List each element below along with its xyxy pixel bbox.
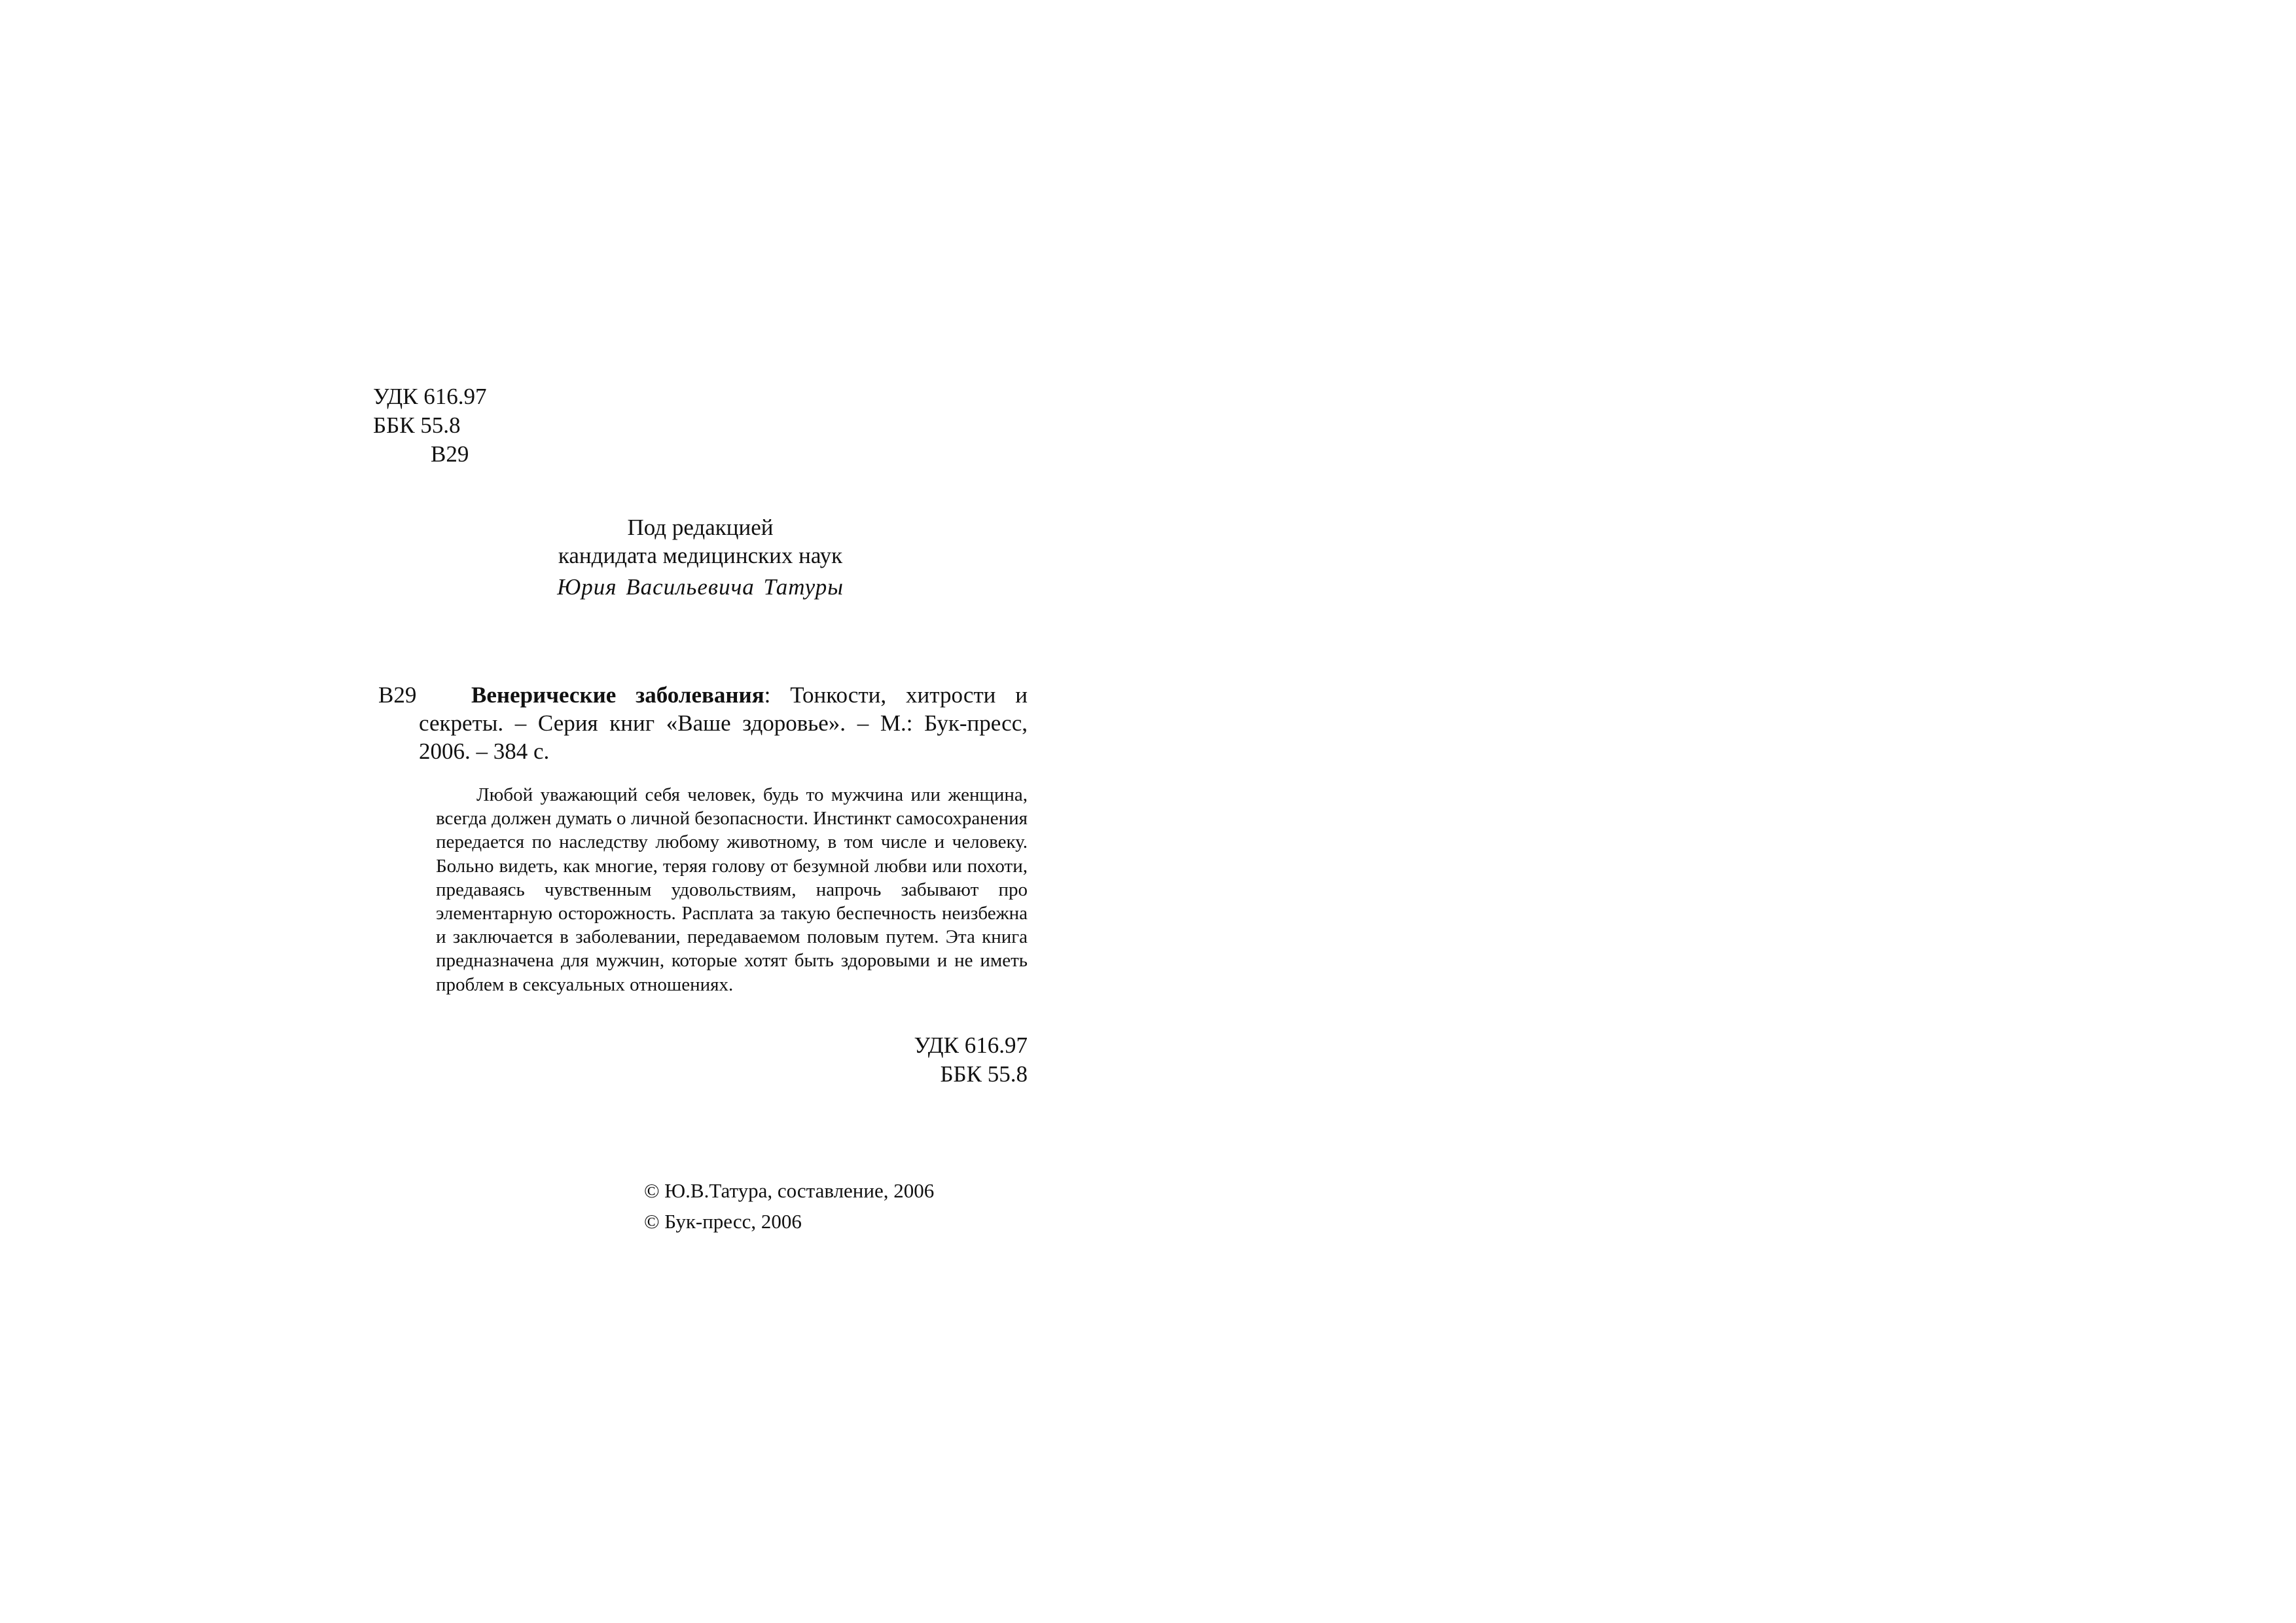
- editor-name: Юрия Васильевича Татуры: [557, 574, 844, 600]
- bbk-code-bottom: ББК 55.8: [940, 1061, 1028, 1087]
- classification-codes-top: [373, 382, 486, 469]
- bibliography-code: В29: [378, 682, 417, 708]
- abstract-paragraph: Любой уважающий себя человек, будь то мужчина или женщина, всегда должен думать о личной безопасности. Инстинкт самосохранения передается по наследству любому животному, в том числе и человеку. Больно видеть, как многие, теряя голову от безумной любви или похоти, предаваясь чувственным удовольствиям, напрочь забывают про элементарную осторожность. Расплата за такую беспечность неизбежна и заключается в заболевании, передаваемом половым путем. Эта книга предназначена для мужчин, которые хотят быть здоровыми и не иметь проблем в сексуальных отношениях.: [436, 784, 1028, 995]
- editor-line-1: Под редакцией: [627, 515, 774, 540]
- classification-codes-bottom: [812, 1031, 1028, 1089]
- editor-credit: [458, 513, 942, 601]
- copyright-block: [644, 1175, 934, 1237]
- copyright-publisher: © Бук-пресс, 2006: [644, 1210, 802, 1233]
- bbk-code: ББК 55.8: [373, 412, 461, 438]
- bibliography-details: : Тонкости, хитрости и секреты. – Серия книг «Ваше здоровье». – М.: Бук-пресс, 2006. – 384 с.: [419, 682, 1028, 764]
- author-mark: В29: [431, 441, 469, 467]
- bibliography-entry: [419, 681, 1028, 765]
- book-title: Венерические заболевания: [471, 682, 764, 708]
- udk-code: УДК 616.97: [373, 384, 487, 409]
- copyright-compiler: © Ю.В.Татура, составление, 2006: [644, 1179, 935, 1202]
- editor-line-2: кандидата медицинских наук: [558, 543, 843, 568]
- udk-code-bottom: УДК 616.97: [914, 1032, 1028, 1058]
